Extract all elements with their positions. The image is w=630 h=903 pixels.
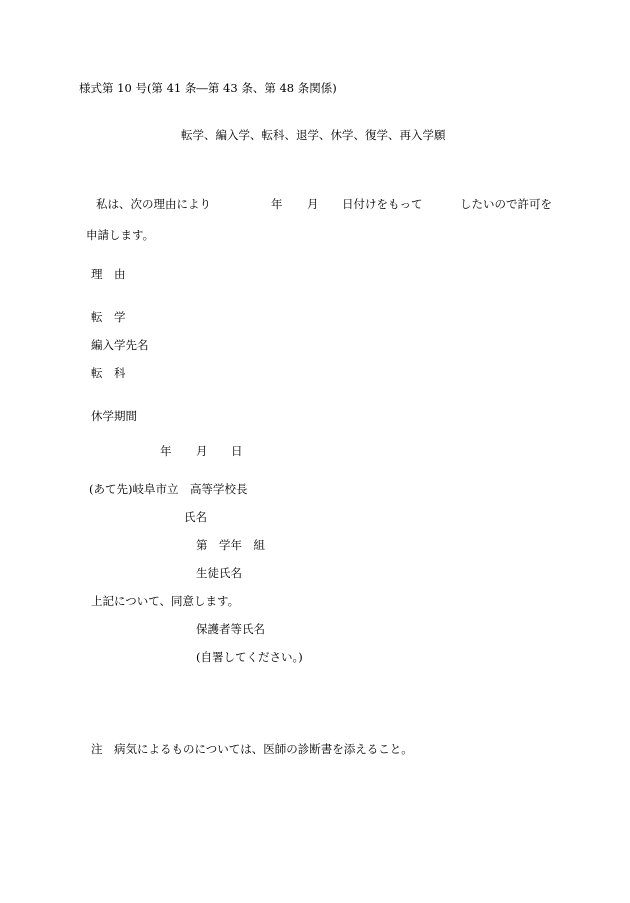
student-name-label: 生徒氏名 [196, 566, 242, 580]
grade-class-label: 第 学年 組 [196, 538, 265, 552]
name-label: 氏名 [184, 510, 207, 524]
date-month-label: 月 [196, 444, 208, 458]
enrollment-destination-label: 編入学先名 [91, 338, 149, 352]
addressee-label: (あて先)岐阜市立 高等学校長 [89, 482, 248, 496]
consent-statement: 上記について、同意します。 [91, 594, 240, 608]
leave-period-label: 休学期間 [91, 409, 137, 423]
form-number: 様式第 10 号(第 41 条―第 43 条、第 48 条関係) [79, 81, 337, 95]
request-date-suffix: 日付けをもって [342, 197, 423, 211]
request-line2: 申請します。 [86, 228, 155, 242]
request-purpose-suffix: したいので許可を [460, 197, 552, 211]
request-line1-prefix: 私は、次の理由により [96, 197, 211, 211]
date-day-label: 日 [231, 444, 243, 458]
course-change-label: 転 科 [91, 366, 126, 380]
form-title: 転学、編入学、転科、退学、休学、復学、再入学願 [181, 128, 446, 142]
transfer-label: 転 学 [91, 310, 126, 324]
request-year-label: 年 [271, 197, 283, 211]
footnote: 注 病気によるものについては、医師の診断書を添えること。 [91, 742, 413, 756]
reason-label: 理 由 [91, 267, 126, 281]
date-year-label: 年 [160, 444, 172, 458]
signature-note: (自署してください。) [196, 650, 303, 664]
guardian-name-label: 保護者等氏名 [196, 622, 265, 636]
request-month-label: 月 [307, 197, 319, 211]
